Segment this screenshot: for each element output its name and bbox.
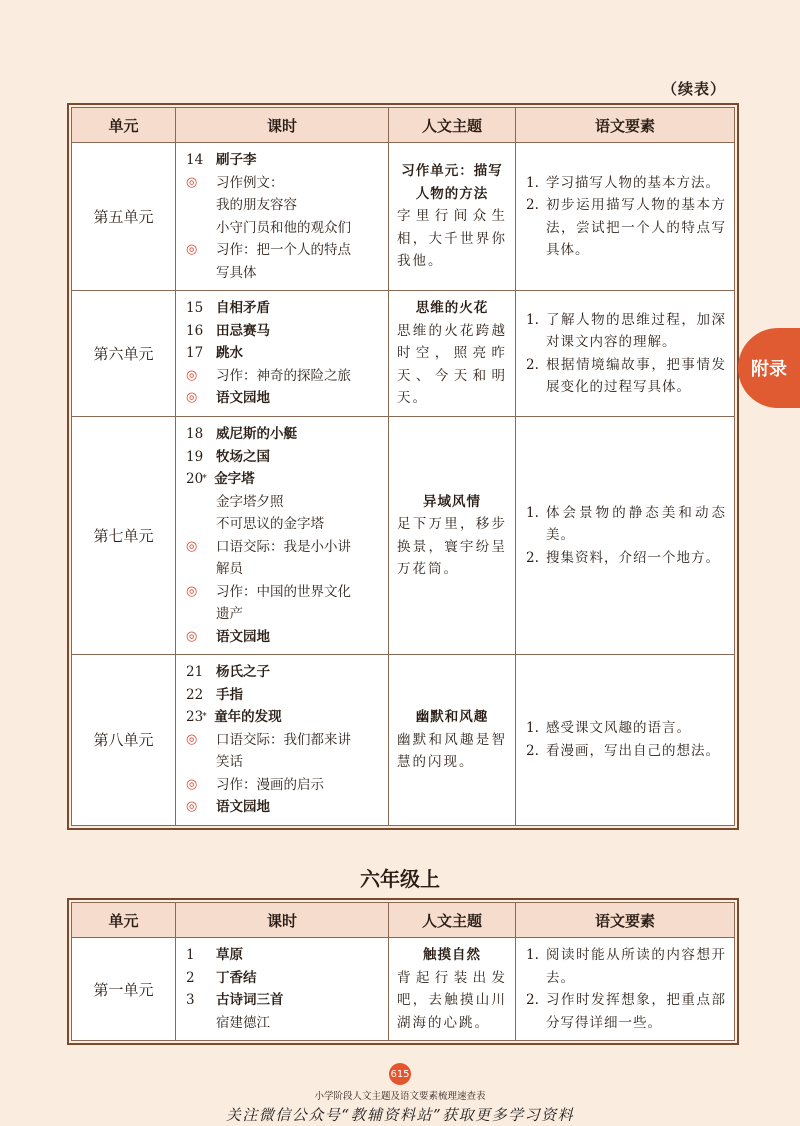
theme-text: 足下万里，移步换景，寰宇纷呈万花筒。 xyxy=(397,516,507,577)
lesson-line xyxy=(186,626,382,649)
theme-cell xyxy=(389,143,516,291)
essential-item xyxy=(526,354,726,399)
essential-text: 学习描写人物的基本方法。 xyxy=(546,174,720,191)
essentials-cell xyxy=(516,938,735,1041)
lesson-number: 18 xyxy=(186,426,204,442)
lesson-title: 语文园地 xyxy=(216,628,270,645)
essential-item xyxy=(526,194,726,262)
theme-text: 思维的火花跨越时空，照亮昨天、今天和明天。 xyxy=(397,322,507,407)
grade-title: 六年级上 xyxy=(360,867,440,891)
lesson-title: 口语交际：我们都来讲 xyxy=(216,731,351,748)
lessons-cell xyxy=(176,417,389,655)
lessons-cell xyxy=(176,938,389,1041)
table-header-row xyxy=(72,903,735,938)
lesson-line xyxy=(186,320,382,343)
lesson-line xyxy=(186,1012,382,1035)
lesson-title: 金字塔夕照 xyxy=(216,493,284,510)
lesson-line xyxy=(186,172,382,195)
essential-number: 2. xyxy=(526,992,539,1008)
lesson-number: 3 xyxy=(186,992,195,1008)
essential-item xyxy=(526,309,726,354)
essential-text: 根据情境编故事，把事情发展变化的过程写具体。 xyxy=(546,356,726,395)
essential-text: 体会景物的静态美和动态美。 xyxy=(546,504,726,544)
lesson-number: 1 xyxy=(186,947,195,963)
lessons-cell xyxy=(176,143,389,291)
theme-title: 习作单元：描写人物的方法 xyxy=(401,163,503,202)
unit-cell: 第七单元 xyxy=(72,417,176,655)
essential-item xyxy=(526,172,726,195)
lesson-line xyxy=(186,706,382,729)
bullet-icon: ◎ xyxy=(186,390,198,406)
essentials-cell xyxy=(516,291,735,417)
lesson-line xyxy=(186,297,382,320)
lesson-title: 牧场之国 xyxy=(216,448,270,465)
lesson-line xyxy=(186,262,382,285)
theme-text: 背起行装出发吧，去触摸山川湖海的心跳。 xyxy=(397,969,507,1031)
theme-text: 幽默和风趣是智慧的闪现。 xyxy=(397,731,507,770)
lesson-line xyxy=(186,729,382,752)
lesson-line xyxy=(186,239,382,262)
lesson-title: 自相矛盾 xyxy=(216,300,270,317)
lesson-line xyxy=(186,661,382,684)
theme-cell xyxy=(389,655,516,826)
lesson-title: 刷子李 xyxy=(216,152,257,168)
footer-title: 小学阶段人文主题及语文要素梳理速查表 xyxy=(314,1091,486,1102)
theme-cell xyxy=(389,291,516,417)
lesson-number: 15 xyxy=(186,300,204,317)
lesson-title: 口语交际：我是小小讲 xyxy=(216,538,351,555)
essential-text: 习作时发挥想象，把重点部分写得详细一些。 xyxy=(546,992,726,1031)
lesson-line xyxy=(186,558,382,581)
lesson-title: 习作例文： xyxy=(216,174,284,191)
essential-text: 看漫画，写出自己的想法。 xyxy=(546,742,720,759)
header-lessons: 课时 xyxy=(176,903,389,938)
lesson-number: 19 xyxy=(186,448,204,465)
theme-title: 异域风情 xyxy=(423,493,481,510)
bullet-icon: ◎ xyxy=(186,174,198,190)
essential-number: 2. xyxy=(526,356,539,373)
lesson-title: 语文园地 xyxy=(216,390,270,407)
essential-number: 2. xyxy=(526,549,539,566)
lesson-number: 21 xyxy=(186,664,204,680)
lesson-number: 23 xyxy=(186,709,204,725)
header-theme: 人文主题 xyxy=(389,903,516,938)
lesson-title: 小守门员和他的观众们 xyxy=(216,219,351,236)
bullet-icon: ◎ xyxy=(186,628,198,644)
lesson-line xyxy=(186,423,382,446)
essential-item xyxy=(526,944,726,989)
unit-cell: 第五单元 xyxy=(72,143,176,291)
lesson-title: 童年的发现 xyxy=(214,709,282,725)
unit-cell: 第一单元 xyxy=(72,938,176,1041)
lesson-line xyxy=(186,536,382,559)
essential-item xyxy=(526,989,726,1034)
theme-title: 思维的火花 xyxy=(415,300,489,317)
table-header-row xyxy=(72,108,735,143)
header-unit: 单元 xyxy=(72,903,176,938)
table-row xyxy=(72,655,735,826)
essential-item xyxy=(526,740,726,763)
lesson-title: 写具体 xyxy=(216,264,257,281)
lesson-line xyxy=(186,513,382,536)
lesson-title: 语文园地 xyxy=(216,799,270,815)
essential-number: 1. xyxy=(526,174,539,191)
lesson-title: 宿建德江 xyxy=(216,1014,270,1031)
lesson-title: 金字塔 xyxy=(214,471,255,487)
lessons-cell xyxy=(176,655,389,826)
lesson-line xyxy=(186,967,382,990)
lesson-line xyxy=(186,217,382,240)
table-row xyxy=(72,417,735,655)
lesson-title: 丁香结 xyxy=(216,969,257,986)
bullet-icon: ◎ xyxy=(186,367,198,383)
lesson-line xyxy=(186,774,382,797)
lesson-title: 解员 xyxy=(216,561,243,577)
lesson-line xyxy=(186,603,382,626)
lesson-title: 杨氏之子 xyxy=(216,664,270,680)
essential-text: 了解人物的思维过程，加深对课文内容的理解。 xyxy=(546,311,726,350)
lesson-title: 习作：中国的世界文化 xyxy=(216,583,351,600)
table-row xyxy=(72,143,735,291)
header-essentials: 语文要素 xyxy=(516,903,735,938)
header-unit: 单元 xyxy=(72,108,176,143)
lesson-line xyxy=(186,581,382,604)
appendix-tab[interactable]: 附录 xyxy=(738,328,800,408)
lesson-line xyxy=(186,387,382,410)
theme-title: 幽默和风趣 xyxy=(415,709,489,725)
essential-number: 2. xyxy=(526,197,539,213)
lesson-line xyxy=(186,365,382,388)
lesson-number: 20 xyxy=(186,471,204,487)
lesson-title: 习作：把一个人的特点 xyxy=(216,242,351,258)
essential-text: 搜集资料，介绍一个地方。 xyxy=(546,549,720,566)
essential-text: 阅读时能从所读的内容想开去。 xyxy=(546,947,726,986)
lesson-title: 威尼斯的小艇 xyxy=(216,426,297,442)
optional-star: * xyxy=(202,474,207,484)
lesson-title: 习作：漫画的启示 xyxy=(216,776,324,793)
essential-item xyxy=(526,717,726,740)
lesson-line xyxy=(186,342,382,365)
lesson-number: 2 xyxy=(186,969,195,986)
lesson-line xyxy=(186,468,382,491)
lesson-title: 我的朋友容容 xyxy=(216,197,297,213)
lesson-line xyxy=(186,796,382,819)
bullet-icon: ◎ xyxy=(186,242,198,257)
lesson-line xyxy=(186,491,382,514)
lesson-title: 笑话 xyxy=(216,754,243,770)
header-lessons: 课时 xyxy=(176,108,389,143)
essential-item xyxy=(526,502,726,547)
lesson-number: 16 xyxy=(186,322,204,339)
bullet-icon: ◎ xyxy=(186,799,198,814)
lesson-line xyxy=(186,684,382,707)
lesson-line xyxy=(186,194,382,217)
bullet-icon: ◎ xyxy=(186,538,198,554)
theme-title: 触摸自然 xyxy=(423,947,481,963)
theme-cell xyxy=(389,417,516,655)
lesson-line xyxy=(186,149,382,172)
essential-number: 2. xyxy=(526,742,539,759)
lesson-line xyxy=(186,944,382,967)
essential-number: 1. xyxy=(526,947,539,963)
lesson-line xyxy=(186,446,382,469)
lesson-title: 遗产 xyxy=(216,606,243,622)
essentials-cell xyxy=(516,655,735,826)
lesson-title: 不可思议的金字塔 xyxy=(216,516,324,532)
essential-item xyxy=(526,547,726,570)
bullet-icon: ◎ xyxy=(186,583,198,599)
essential-text: 初步运用描写人物的基本方法，尝试把一个人的特点写具体。 xyxy=(546,197,726,258)
lesson-title: 手指 xyxy=(216,686,243,703)
unit-cell: 第六单元 xyxy=(72,291,176,417)
essential-number: 1. xyxy=(526,311,539,328)
essential-text: 感受课文风趣的语言。 xyxy=(546,720,691,737)
lesson-line xyxy=(186,989,382,1012)
essential-number: 1. xyxy=(526,720,539,737)
essential-number: 1. xyxy=(526,504,539,521)
lesson-number: 22 xyxy=(186,686,204,703)
bullet-icon: ◎ xyxy=(186,776,198,792)
watermark-text: 关注微信公众号“教辅资料站”获取更多学习资料 xyxy=(225,1106,575,1124)
lesson-number: 17 xyxy=(186,345,204,362)
continued-label: （续表） xyxy=(661,80,726,98)
table-row xyxy=(72,291,735,417)
essentials-cell xyxy=(516,417,735,655)
bullet-icon: ◎ xyxy=(186,731,198,747)
header-essentials: 语文要素 xyxy=(516,108,735,143)
lesson-title: 跳水 xyxy=(216,345,243,362)
lessons-cell xyxy=(176,291,389,417)
optional-star: * xyxy=(202,712,207,722)
curriculum-table-continued xyxy=(67,103,739,830)
curriculum-table-grade6 xyxy=(67,898,739,1045)
unit-cell: 第八单元 xyxy=(72,655,176,826)
lesson-title: 草原 xyxy=(216,947,243,963)
lesson-number: 14 xyxy=(186,152,204,168)
table-row xyxy=(72,938,735,1041)
header-theme: 人文主题 xyxy=(389,108,516,143)
lesson-title: 田忌赛马 xyxy=(216,322,270,339)
lesson-title: 习作：神奇的探险之旅 xyxy=(216,367,351,384)
theme-text: 字里行间众生相，大千世界你我他。 xyxy=(397,208,507,270)
lesson-line xyxy=(186,751,382,774)
page-number: 615 xyxy=(389,1063,411,1085)
theme-cell xyxy=(389,938,516,1041)
essentials-cell xyxy=(516,143,735,291)
lesson-title: 古诗词三首 xyxy=(216,992,284,1008)
